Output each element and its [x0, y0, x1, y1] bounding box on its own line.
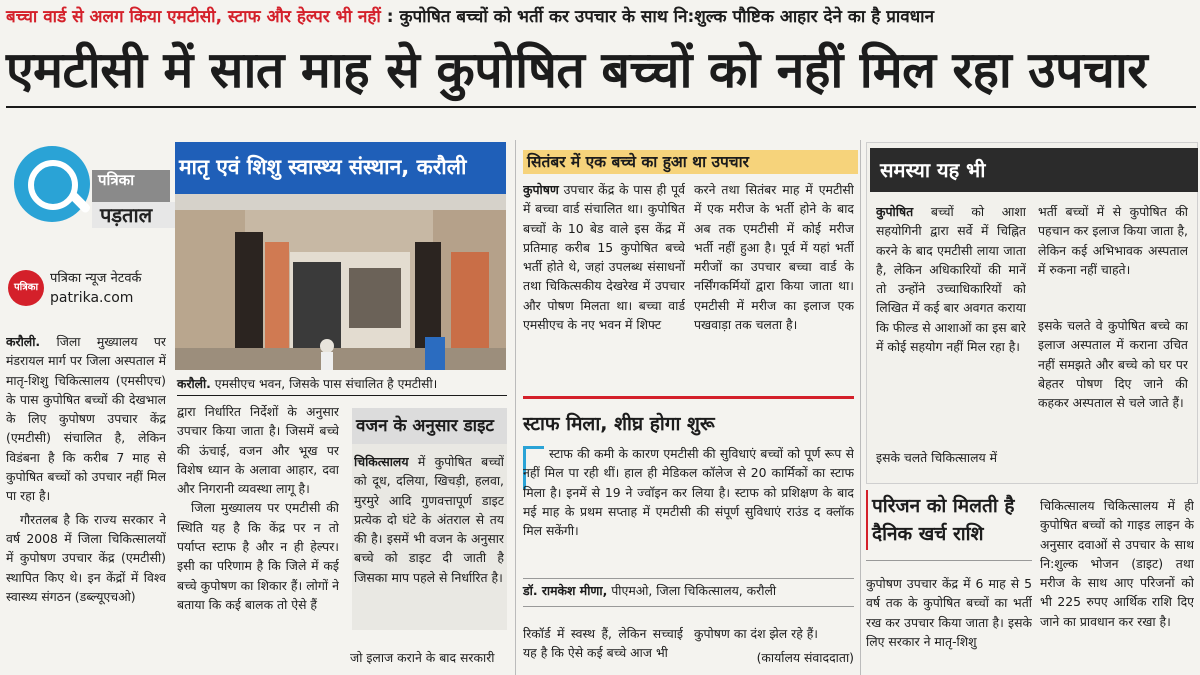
col2-para1: द्वारा निर्धारित निर्देशों के अनुसार उपचार किया जाता है। जिसमें बच्चे की ऊंचाई, वजन और भूख पर विशेष ध्यान के अलावा आहार, दवा और निगरानी व्यवस्था लागू है।	[177, 404, 339, 497]
logo-line1: पत्रिका	[92, 170, 170, 214]
kicker-line	[6, 6, 1196, 28]
september-right: करने तथा सितंबर माह में एमटीसी में एक मरीज के भर्ती होने के बाद अब तक एमटीसी में कोई मरीज भर्ती नहीं हुआ है। पूर्व में यहां भर्ती मरीजों का उपचार बच्चा वार्ड के नर्सिंगकर्मियों द्वारा किया जाता था। एमटीसी में मरीज का इलाज एक पखवाड़ा तक चलता है।	[694, 182, 854, 333]
patrika-padtal-logo	[6, 140, 166, 260]
col1-para1: जिला मुख्यालय पर मंडरायल मार्ग पर जिला अस्पताल में मातृ-शिशु चिकित्सालय (एमसीएच) के पास कुपोषित बच्चों की देखभाल के लिए कुपोषण उपचार केंद्र (एमटीसी) संचालित है, लेकिन विडंबना है कि करीब 7 माह से कुपोषित बच्चों को उपचार नहीं मिल पा रहा है।	[6, 334, 166, 504]
staff-body: स्टाफ की कमी के कारण एमटीसी की सुविधाएं बच्चों को पूर्ण रूप से नहीं मिल पा रही थीं। हाल ही मेडिकल कॉलेज से 20 कार्मिकों का स्टाफ मिला है। इनमें से 19 ने ज्वॉइन कर लिया है। स्टाफ को प्रशिक्षण के बाद मई माह के प्रथम सप्ताह में एमटीसी की संपूर्ण सुविधाएं राउंड द क्लॉक मिल सकेंगी।	[523, 446, 854, 539]
problem-left-text: बच्चों को आशा सहयोगिनी द्वारा सर्वे में चिह्नित करने के बाद एमटीसी लाया जाता है, लेकिन अधिकारियों की मानें तो उन्होंने उच्चाधिकारियों को लिखित में कई बार अवगत कराया कि फील्ड से आशाओं का इस बारे में कोई सहयोग नहीं मिल रहा है।	[876, 204, 1026, 355]
patrika-badge: पत्रिका	[8, 270, 44, 306]
headline-rule	[6, 106, 1196, 108]
mch-building-photo	[175, 142, 506, 370]
col1-para2: गौरतलब है कि राज्य सरकार ने वर्ष 2008 में जिला चिकित्सालयों में कुपोषण उपचार केंद्र (एमटीसी) स्थापित किए थे। इन केंद्रों में विश्व स्वास्थ्य संगठन (डब्ल्यूएचओ)	[6, 511, 166, 604]
problem-title: समस्या यह भी	[870, 148, 1198, 192]
family-title-1: परिजन को मिलती है	[872, 495, 1015, 517]
byline-web: patrika.com	[50, 290, 134, 306]
staff-quote-credit	[523, 582, 854, 600]
column-1	[6, 332, 166, 672]
diet-title: वजन के अनुसार डाइट	[352, 408, 507, 444]
bottom-mid-right: कुपोषण का दंश झेल रहे हैं।	[694, 626, 818, 641]
family-right: चिकित्सालय चिकित्सालय में ही कुपोषित बच्चों को गाइड लाइन के अनुसार दवाओं से उपचार के साथ नि:शुल्क भोजन (डाइट) तथा मरीज के साथ आए परिजनों को भी 225 रुपए आर्थिक राशि दिए जाने का प्रावधान कर रखा है।	[1040, 498, 1194, 629]
september-title: सितंबर में एक बच्चे का हुआ था उपचार	[523, 150, 858, 174]
problem-lead: कुपोषित	[876, 204, 914, 219]
diet-after: जो इलाज कराने के बाद सरकारी	[350, 650, 495, 665]
family-title-2: दैनिक खर्च राशि	[872, 523, 984, 545]
bottom-mid-left: रिकॉर्ड में स्वस्थ हैं, लेकिन सच्चाई यह है कि ऐसे कई बच्चे आज भी	[523, 626, 683, 661]
caption-lead: करौली.	[177, 377, 211, 391]
photo-caption	[177, 375, 507, 393]
col2-para2: जिला मुख्यालय पर एमटीसी की स्थिति यह है कि केंद्र पर न तो पर्याप्त स्टाफ है और न ही हेल्पर। इसी का परिणाम है कि जिले में कई बच्चे कुपोषण का शिकार हैं। लोगों ने बताया कि कई बालक तो ऐसे हैं	[177, 500, 339, 612]
dateline: करौली.	[6, 334, 41, 349]
diet-lead: चिकित्सालय	[354, 454, 409, 469]
logo-line2: पड़ताल	[92, 202, 178, 228]
staff-title: स्टाफ मिला, शीघ्र होगा शुरू	[523, 413, 715, 435]
problem-right: भर्ती बच्चों में से कुपोषित की पहचान कर इलाज किया जाता है, लेकिन कई अभिभावक अस्पताल में रुकना नहीं चाहते।	[1038, 204, 1188, 277]
family-body: कुपोषण उपचार केंद्र में 6 माह से 5 वर्ष तक के कुपोषित बच्चों का भर्ती रख कर उपचार किया जाता है। इसके लिए सरकार ने मातृ-शिशु	[866, 576, 1032, 649]
byline-name: पत्रिका न्यूज नेटवर्क	[50, 271, 142, 286]
september-left-text: उपचार केंद्र के पास ही पूर्व में बच्चा वार्ड संचालित था। कुपोषित बच्चों के 10 बेड वाले इस केंद्र में प्रतिमाह करीब 15 कुपोषित बच्चे भर्ती होते थे, जहां उपलब्ध संसाधनों तथा चिकित्सकीय देखरेख में उपचार और पोषण मिलता था। बच्चा वार्ड एमसीएच के नए भवन में शिफ्ट	[523, 182, 685, 333]
magnifier-icon	[14, 146, 90, 222]
diet-body	[354, 452, 504, 628]
quote-role: पीएमओ, जिला चिकित्सालय, करौली	[611, 583, 777, 598]
bottom-credit: (कार्यालय संवाददाता)	[756, 650, 854, 665]
september-left	[523, 180, 685, 392]
column-2	[177, 402, 339, 674]
problem-left-2: इसके चलते चिकित्सालय में	[876, 450, 998, 465]
building-sign: मातृ एवं शिशु स्वास्थ्य संस्थान, करौली	[179, 155, 467, 179]
diet-text: में कुपोषित बच्चों को दूध, दलिया, खिचड़ी, हलवा, मुरमुरे आदि गुणवत्तापूर्ण डाइट प्रत्येक दो घंटे के अंतराल से तय की है। इसमें भी वजन के अनुसार बच्चे को डाइट दी जाती है जिसका माप पहले से निर्धारित है।	[354, 454, 504, 585]
kicker-red: बच्चा वार्ड से अलग किया एमटीसी, स्टाफ और हेल्पर भी नहीं	[6, 7, 381, 27]
kicker-black: : कुपोषित बच्चों को भर्ती कर उपचार के साथ नि:शुल्क पौष्टिक आहार देने का है प्रावधान	[386, 7, 935, 27]
problem-left	[876, 202, 1026, 446]
september-lead: कुपोषण	[523, 182, 559, 197]
problem-right-2: इसके चलते वे कुपोषित बच्चे का इलाज अस्पताल में कराना उचित नहीं समझते और बच्चे को घर पर बेहतर पोषण दिए जाने की कहकर अस्पताल से चले जाते हैं।	[1038, 318, 1188, 411]
caption-text: एमसीएच भवन, जिसके पास संचालित है एमटीसी।	[214, 377, 438, 391]
headline: एमटीसी में सात माह से कुपोषित बच्चों को नहीं मिल रहा उपचार	[6, 41, 1148, 99]
quote-name: डॉ. रामकेश मीणा,	[523, 583, 608, 598]
